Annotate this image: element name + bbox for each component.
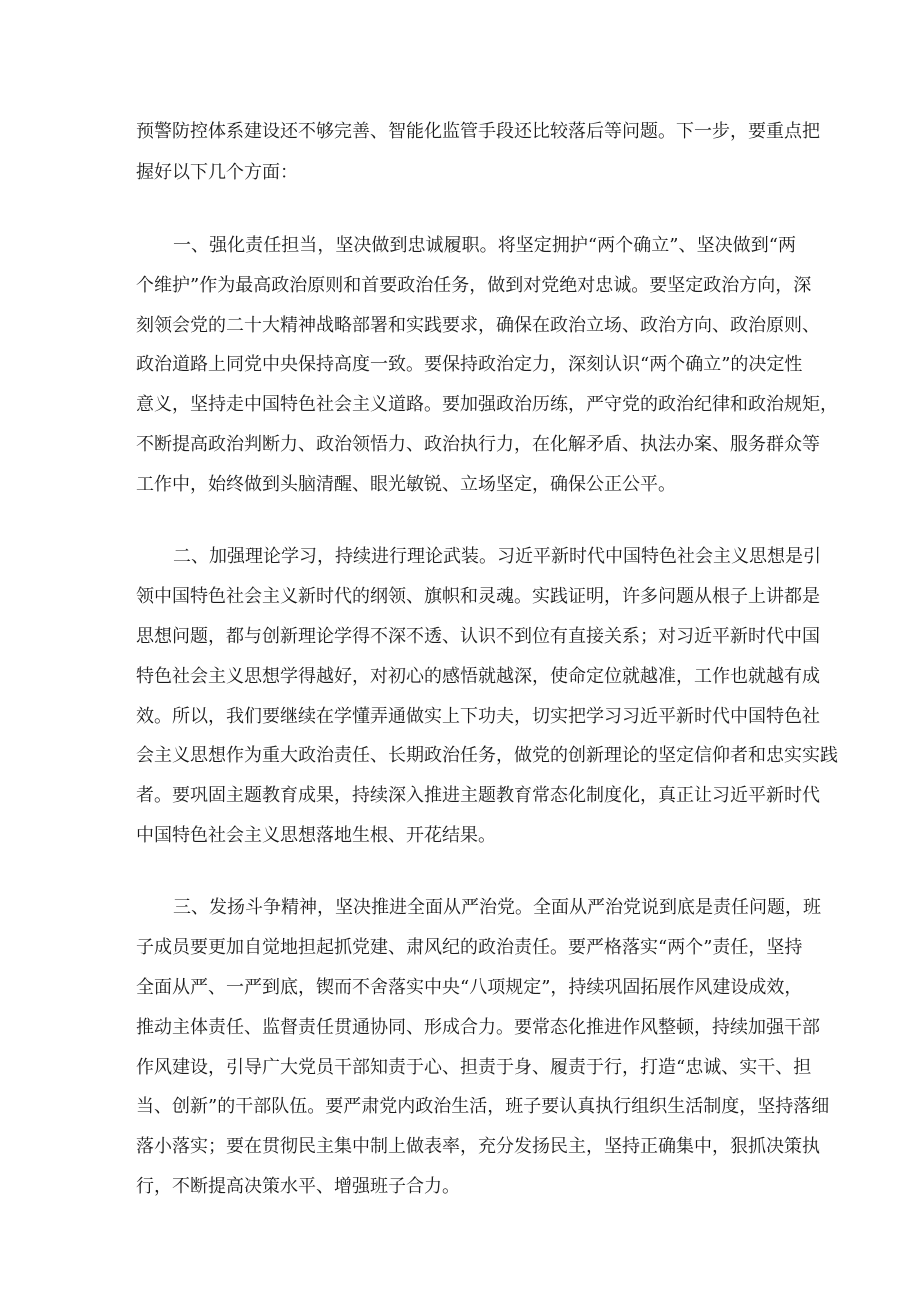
intro-line-2: 握好以下几个方面： (136, 162, 298, 183)
section-2-line-3: 思想问题，都与创新理论学得不深不透、认识不到位有直接关系；对习近平新时代中国 (136, 626, 820, 647)
section-3-line-4: 推动主体责任、监督责任贯通协同、形成合力。要常态化推进作风整顿，持续加强干部 (136, 1017, 820, 1038)
section-2-line-1: 二、加强理论学习，持续进行理论武装。习近平新时代中国特色社会主义思想是引 (173, 546, 821, 567)
section-1-line-3: 刻领会党的二十大精神战略部署和实践要求，确保在政治立场、政治方向、政治原则、 (136, 315, 820, 336)
section-2-line-4: 特色社会主义思想学得越好，对初心的感悟就越深，使命定位就越准，工作也就越有成 (136, 666, 820, 687)
section-3-line-6: 当、创新”的干部队伍。要严肃党内政治生活，班子要认真执行组织生活制度，坚持落细 (136, 1096, 830, 1117)
section-1-line-1: 一、强化责任担当，坚决做到忠诚履职。将坚定拥护“两个确立”、坚决做到“两 (173, 235, 796, 256)
section-1-line-6: 不断提高政治判断力、政治领悟力、政治执行力，在化解矛盾、执法办案、服务群众等 (136, 434, 820, 455)
section-3-line-2: 子成员要更加自觉地担起抓党建、肃风纪的政治责任。要严格落实“两个”责任，坚持 (136, 937, 803, 958)
section-1-line-7: 工作中，始终做到头脑清醒、眼光敏锐、立场坚定，确保公正公平。 (136, 474, 676, 495)
section-3-line-8: 行，不断提高决策水平、增强班子合力。 (136, 1176, 460, 1197)
section-3-line-5: 作风建设，引导广大党员干部知责于心、担责于身、履责于行，打造“忠诚、实干、担 (136, 1057, 812, 1078)
section-3-line-7: 落小落实；要在贯彻民主集中制上做表率，充分发扬民主，坚持正确集中，狠抓决策执 (136, 1136, 820, 1157)
section-2-line-2: 领中国特色社会主义新时代的纲领、旗帜和灵魂。实践证明，许多问题从根子上讲都是 (136, 586, 820, 607)
section-2-line-5: 效。所以，我们要继续在学懂弄通做实上下功夫，切实把学习习近平新时代中国特色社 (136, 706, 820, 727)
section-2-line-6: 会主义思想作为重大政治责任、长期政治任务，做党的创新理论的坚定信仰者和忠实实践 (136, 745, 838, 766)
section-3-line-3: 全面从严、一严到底，锲而不舍落实中央“八项规定”，持续巩固拓展作风建设成效， (136, 977, 803, 998)
section-2-line-8: 中国特色社会主义思想落地生根、开花结果。 (136, 825, 496, 846)
section-1-line-2: 个维护”作为最高政治原则和首要政治任务，做到对党绝对忠诚。要坚定政治方向，深 (136, 275, 812, 296)
section-2-line-7: 者。要巩固主题教育成果，持续深入推进主题教育常态化制度化，真正让习近平新时代 (136, 785, 820, 806)
section-1-line-5: 意义，坚持走中国特色社会主义道路。要加强政治历练，严守党的政治纪律和政治规矩， (136, 394, 838, 415)
intro-line-1: 预警防控体系建设还不够完善、智能化监管手段还比较落后等问题。下一步，要重点把 (136, 121, 820, 142)
section-3-line-1: 三、发扬斗争精神，坚决推进全面从严治党。全面从严治党说到底是责任问题，班 (173, 897, 821, 918)
section-1-line-4: 政治道路上同党中央保持高度一致。要保持政治定力，深刻认识“两个确立”的决定性 (136, 354, 803, 375)
